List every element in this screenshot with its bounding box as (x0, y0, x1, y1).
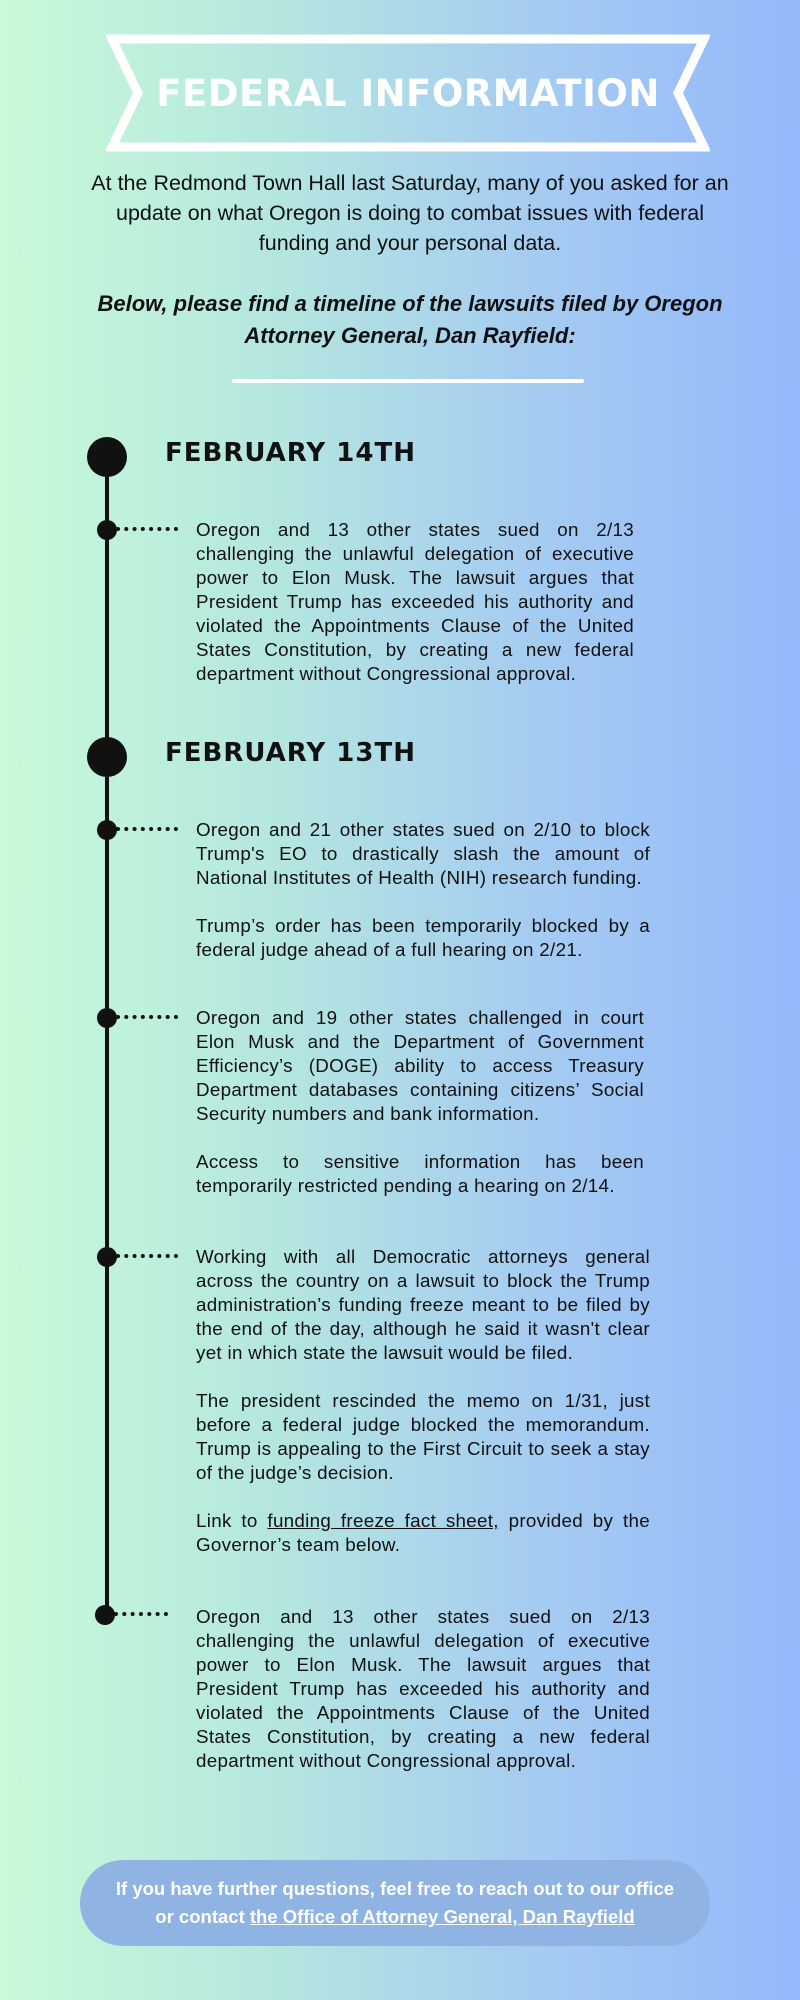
timeline-connector (116, 827, 178, 831)
timeline-entry (196, 1605, 650, 1773)
timeline-lead-text: Below, please find a timeline of the lawsuits filed by Oregon Attorney General, Dan Rayfield: (97, 291, 723, 348)
timeline-entry-marker (97, 1247, 117, 1267)
entry-paragraph: Trump’s order has been temporarily blocked by a federal judge ahead of a full hearing on 2/21. (196, 915, 650, 960)
timeline-line (105, 455, 109, 1615)
entry-paragraph: Oregon and 13 other states sued on 2/13 challenging the unlawful delegation of executive power to Elon Musk. The lawsuit argues that President Trump has exceeded his authority and violated the Appointments Clause of the United States Constitution, by creating a new federal department without Congressional approval. (196, 1606, 650, 1771)
timeline-date-marker (87, 437, 127, 477)
entry-paragraph: Oregon and 13 other states sued on 2/13 challenging the unlawful delegation of executive power to Elon Musk. The lawsuit argues that President Trump has exceeded his authority and violated the Appointments Clause of the United States Constitution, by creating a new federal department without Congressional approval. (196, 519, 634, 684)
footer-line2-prefix: or contact (155, 1906, 250, 1927)
footer-text (116, 1875, 674, 1931)
timeline-connector (116, 1254, 178, 1258)
link-suffix: provided by the Governor’s team below. (196, 1510, 650, 1555)
timeline-entry-marker (97, 820, 117, 840)
link-prefix: Link to (196, 1510, 268, 1531)
entry-paragraph: Oregon and 21 other states sued on 2/10 to block Trump's EO to drastically slash the amount of National Institutes of Health (NIH) research funding. (196, 819, 650, 888)
entry-paragraph: Access to sensitive information has been temporarily restricted pending a hearing on 2/14. (196, 1151, 644, 1196)
entry-paragraph: Working with all Democratic attorneys general across the country on a lawsuit to block the Trump administration’s funding freeze meant to be filed by the end of the day, although he said it wasn't clear yet in which state the lawsuit would be filed. (196, 1246, 650, 1363)
funding-freeze-fact-sheet-link[interactable]: funding freeze fact sheet, (267, 1510, 499, 1531)
timeline-entry (196, 818, 650, 962)
timeline-entry (196, 518, 634, 686)
divider (232, 379, 584, 383)
timeline-date: FEBRUARY 13TH (165, 738, 416, 768)
footer-line1: If you have further questions, feel free to reach out to our office (115, 1878, 675, 1899)
attorney-general-office-link[interactable]: the Office of Attorney General, Dan Rayfield (249, 1906, 635, 1927)
page-title: FEDERAL INFORMATION (156, 71, 660, 115)
timeline-connector (116, 527, 178, 531)
entry-paragraph (196, 1509, 650, 1557)
timeline-connector (114, 1612, 168, 1616)
timeline-entry-marker (97, 520, 117, 540)
entry-paragraph: Oregon and 19 other states challenged in court Elon Musk and the Department of Government Efficiency’s (DOGE) ability to access Treasury Department databases containing citizens’ Social Security numbers and bank information. (196, 1007, 644, 1124)
timeline-date-marker (87, 737, 127, 777)
timeline-date: FEBRUARY 14TH (165, 438, 416, 468)
intro-text: At the Redmond Town Hall last Saturday, many of you asked for an update on what Oregon is doing to combat issues with federal funding and your personal data. (91, 171, 729, 255)
timeline-entry (196, 1006, 644, 1198)
timeline-connector (116, 1015, 178, 1019)
entry-paragraph: The president rescinded the memo on 1/31, just before a federal judge blocked the memorandum. Trump is appealing to the First Circuit to seek a stay of the judge’s decision. (196, 1390, 650, 1483)
timeline-entry-marker (97, 1008, 117, 1028)
timeline-entry-marker (95, 1605, 115, 1625)
timeline-entry (196, 1245, 650, 1557)
contact-footer (80, 1860, 710, 1946)
title-banner (106, 33, 710, 153)
